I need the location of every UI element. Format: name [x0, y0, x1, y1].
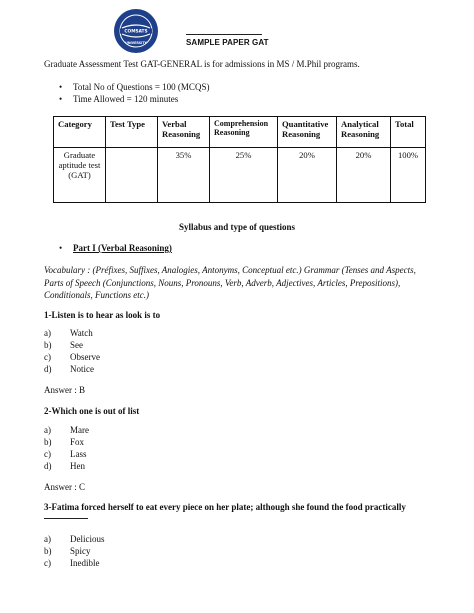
- question-text: 3-Fatima forced herself to eat every piece on her plate; although she found the food practically: [44, 502, 406, 512]
- option-item: [44, 437, 84, 447]
- option-letter: c): [44, 449, 51, 459]
- bullet-icon: •: [59, 94, 63, 104]
- option-text: Lass: [70, 449, 87, 459]
- bullet-icon: •: [59, 82, 63, 92]
- option-item: [44, 546, 91, 556]
- col-header: Analytical Reasoning: [337, 117, 391, 148]
- answer-text: Answer : C: [44, 482, 85, 492]
- col-header: Category: [54, 117, 106, 148]
- option-letter: c): [44, 352, 51, 362]
- option-text: Spicy: [70, 546, 91, 556]
- option-text: See: [70, 340, 83, 350]
- fact-item: [59, 94, 179, 104]
- gat-weight-table: [53, 116, 426, 203]
- table-header-row: [54, 117, 426, 148]
- option-item: [44, 328, 93, 338]
- option-letter: a): [44, 534, 51, 544]
- option-text: Observe: [70, 352, 100, 362]
- fact-text: Total No of Questions = 100 (MCQS): [73, 82, 210, 92]
- section-heading: Syllabus and type of questions: [178, 222, 296, 232]
- option-item: [44, 534, 105, 544]
- question-text: 2-Which one is out of list: [44, 406, 140, 416]
- option-letter: a): [44, 425, 51, 435]
- university-logo: [113, 8, 159, 54]
- option-text: Inedible: [70, 558, 100, 568]
- option-item: [44, 449, 87, 459]
- table-cell: 20%: [278, 148, 337, 203]
- option-item: [44, 352, 100, 362]
- col-header: Test Type: [106, 117, 158, 148]
- option-text: Fox: [70, 437, 85, 447]
- option-text: Delicious: [70, 534, 105, 544]
- table-cell: [106, 148, 158, 203]
- col-header: Verbal Reasoning: [158, 117, 210, 148]
- svg-text:COMSATS: COMSATS: [124, 29, 148, 35]
- option-item: [44, 364, 94, 374]
- col-header: Quantitative Reasoning: [278, 117, 337, 148]
- option-item: [44, 340, 83, 350]
- table-cell: 20%: [337, 148, 391, 203]
- part-title: Part I (Verbal Reasoning): [73, 243, 172, 253]
- col-header: Total: [391, 117, 426, 148]
- option-text: Mare: [70, 425, 89, 435]
- table-cell: Graduate aptitude test (GAT): [54, 148, 106, 203]
- table-cell: 100%: [391, 148, 426, 203]
- option-letter: d): [44, 461, 52, 471]
- answer-text: Answer : B: [44, 385, 85, 395]
- option-letter: b): [44, 340, 52, 350]
- bullet-icon: •: [59, 243, 63, 253]
- option-text: Notice: [70, 364, 94, 374]
- option-letter: d): [44, 364, 52, 374]
- table-row: [54, 148, 426, 203]
- option-text: Hen: [70, 461, 85, 471]
- page-title: SAMPLE PAPER GAT: [186, 38, 269, 47]
- vocabulary-description: Vocabulary : (Préfixes, Suffixes, Analogies, Antonyms, Conceptual etc.) Grammar (Tenses and Aspects, Parts of Speech (Conjunctions, Nouns, Pronouns, Verb, Adverb, Adjectives, Articles, Prepositions), Conditionals, Functions etc.): [44, 265, 416, 300]
- option-item: [44, 461, 85, 471]
- option-letter: b): [44, 546, 52, 556]
- intro-text: Graduate Assessment Test GAT-GENERAL is for admissions in MS / M.Phil programs.: [44, 59, 360, 69]
- option-item: [44, 425, 89, 435]
- option-item: [44, 558, 100, 568]
- option-letter: b): [44, 437, 52, 447]
- fact-text: Time Allowed = 120 minutes: [73, 94, 179, 104]
- option-letter: c): [44, 558, 51, 568]
- answer-blank-line: [44, 518, 88, 519]
- question-text: 1-Listen is to hear as look is to: [44, 310, 161, 320]
- table-cell: 25%: [210, 148, 278, 203]
- col-header: Comprehension Reasoning: [210, 117, 278, 148]
- option-letter: a): [44, 328, 51, 338]
- fact-item: [59, 82, 210, 92]
- header-rule: [186, 34, 262, 35]
- svg-text:UNIVERSITY: UNIVERSITY: [125, 41, 147, 45]
- option-text: Watch: [70, 328, 93, 338]
- table-cell: 35%: [158, 148, 210, 203]
